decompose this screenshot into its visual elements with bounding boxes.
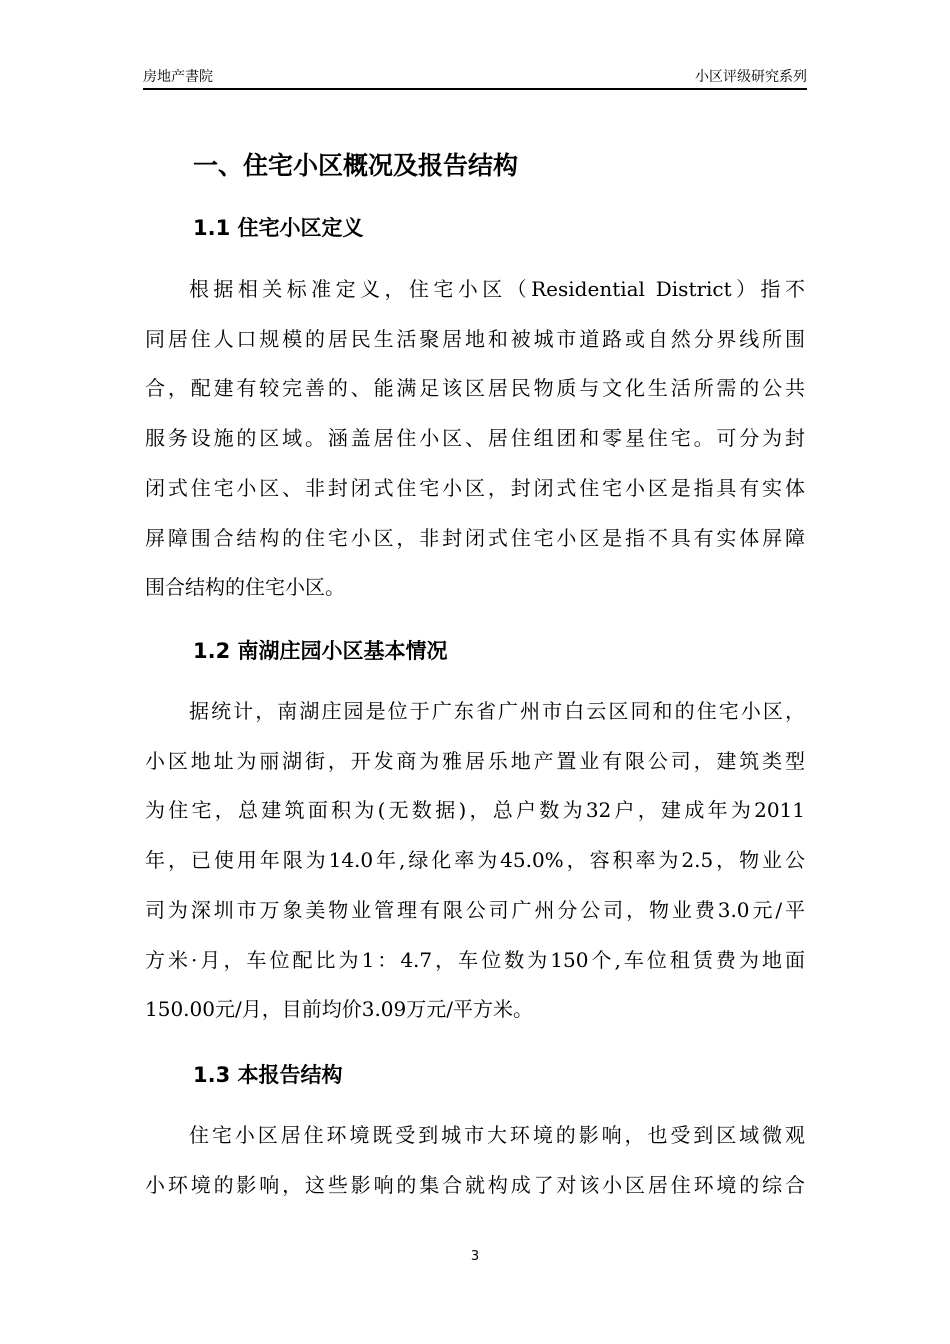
- paragraph-line: 同居住人口规模的居民生活聚居地和被城市道路或自然分界线所围: [145, 326, 805, 351]
- header-rule: [143, 88, 807, 90]
- paragraph-line: 方米·月，车位配比为1：4.7，车位数为150个,车位租赁费为地面: [145, 947, 805, 972]
- paragraph-line: 闭式住宅小区、非封闭式住宅小区，封闭式住宅小区是指具有实体: [145, 475, 805, 500]
- paragraph-line: 根据相关标准定义，住宅小区（Residential District）指不: [189, 277, 805, 301]
- section-heading: 1.2 南湖庄园小区基本情况: [193, 639, 448, 663]
- paragraph-line: 屏障围合结构的住宅小区，非封闭式住宅小区是指不具有实体屏障: [145, 525, 805, 550]
- header-left: 房地产書院: [143, 69, 213, 85]
- section-heading: 1.3 本报告结构: [193, 1063, 343, 1087]
- paragraph-line: 服务设施的区域。涵盖居住小区、居住组团和零星住宅。可分为封: [145, 426, 805, 451]
- paragraph-line: 围合结构的住宅小区。: [145, 575, 345, 600]
- paragraph-line: 据统计，南湖庄园是位于广东省广州市白云区同和的住宅小区，: [189, 699, 805, 723]
- paragraph-line: 小环境的影响，这些影响的集合就构成了对该小区居住环境的综合: [145, 1172, 805, 1197]
- paragraph-line: 小区地址为丽湖街，开发商为雅居乐地产置业有限公司，建筑类型: [145, 748, 805, 773]
- paragraph-line: 住宅小区居住环境既受到城市大环境的影响，也受到区域微观: [189, 1123, 805, 1147]
- paragraph-line: 为住宅，总建筑面积为(无数据)，总户数为32户，建成年为2011: [145, 798, 805, 823]
- paragraph-line: 司为深圳市万象美物业管理有限公司广州分公司，物业费3.0元/平: [145, 897, 805, 922]
- paragraph-line: 年，已使用年限为14.0年,绿化率为45.0%，容积率为2.5，物业公: [145, 848, 805, 873]
- paragraph-line: 合，配建有较完善的、能满足该区居民物质与文化生活所需的公共: [145, 376, 805, 401]
- chapter-title: 一、住宅小区概况及报告结构: [193, 151, 519, 180]
- section-heading: 1.1 住宅小区定义: [193, 216, 364, 240]
- paragraph-line: 150.00元/月，目前均价3.09万元/平方米。: [145, 997, 533, 1022]
- page-number: 3: [470, 1249, 480, 1264]
- header-right: 小区评级研究系列: [695, 69, 807, 85]
